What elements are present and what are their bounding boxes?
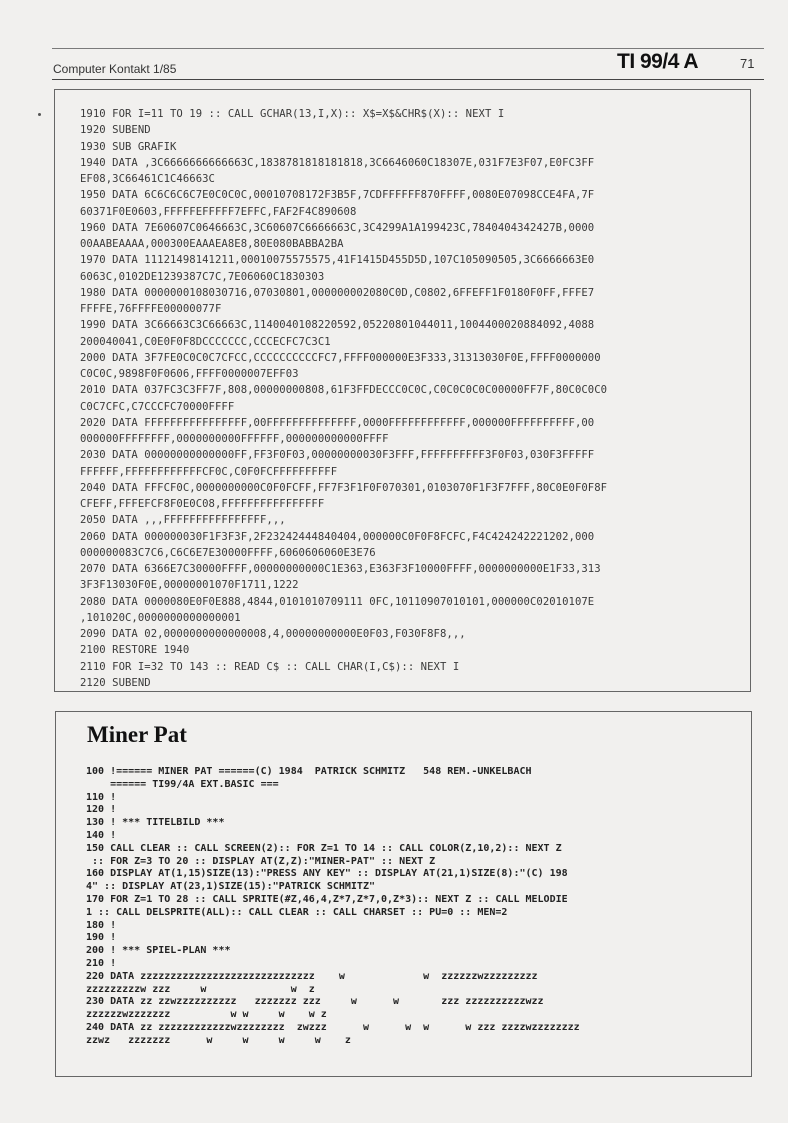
code-line: 1950 DATA 6C6C6C6C7E0C0C0C,00010708172F3B5F,7CDFFFFFF870FFFF,0080E07098CCE4FA,7F bbox=[80, 189, 595, 202]
code-line: 000000FFFFFFFF,0000000000FFFFFF,000000000000FFFF bbox=[80, 433, 389, 445]
code-listing-miner-pat bbox=[86, 766, 746, 1048]
code-line: 180 ! bbox=[86, 919, 117, 931]
code-line: 2040 DATA FFFCF0C,0000000000C0F0FCFF,FF7F3F1F0F070301,0103070F1F3F7FFF,80C0E0F0F8F bbox=[80, 481, 608, 494]
code-line: C0C0C,9898F0F0606,FFFF0000007EFF03 bbox=[80, 368, 299, 380]
code-line: 220 DATA zzzzzzzzzzzzzzzzzzzzzzzzzzzzz w w zzzzzzwzzzzzzzzz bbox=[86, 970, 538, 982]
code-line: 3F3F13030F0E,00000001070F1711,1222 bbox=[80, 579, 299, 592]
code-line: 2010 DATA 037FC3C3FF7F,808,00000000808,61F3FFDECCC0C0C,C0C0C0C0C00000FF7F,80C0C0C0 bbox=[80, 384, 608, 397]
program-title: Miner Pat bbox=[87, 722, 187, 747]
code-line: FFFFFF,FFFFFFFFFFFFCF0C,C0F0FCFFFFFFFFFF bbox=[80, 465, 338, 478]
top-rule bbox=[52, 48, 764, 49]
code-line: 2120 SUBEND bbox=[80, 676, 151, 689]
code-line: 200 ! *** SPIEL-PLAN *** bbox=[86, 945, 231, 957]
code-line: zzwz zzzzzzz w w w w z bbox=[86, 1034, 351, 1046]
code-line: 1960 DATA 7E60607C0646663C,3C60607C6666663C,3C4299A1A199423C,7840404342427B,0000 bbox=[80, 221, 595, 234]
code-line: zzzzzzzzzw zzz w w z bbox=[86, 983, 315, 995]
code-line: 1 :: CALL DELSPRITE(ALL):: CALL CLEAR :: CALL CHARSET :: PU=0 :: MEN=2 bbox=[86, 906, 508, 918]
code-line: 1920 SUBEND bbox=[80, 124, 151, 137]
code-listing-grafik bbox=[80, 106, 746, 691]
code-line: 2070 DATA 6366E7C30000FFFF,00000000000C1E363,E363F3F10000FFFF,0000000000E1F33,313 bbox=[80, 563, 601, 575]
code-line: 200040041,C0E0F0F8DCCCCCCC,CCCECFC7C3C1 bbox=[80, 335, 331, 348]
code-line: 1930 SUB GRAFIK bbox=[80, 140, 177, 153]
code-line: 4" :: DISPLAY AT(23,1)SIZE(15):"PATRICK SCHMITZ" bbox=[86, 881, 375, 893]
header-rule bbox=[52, 79, 764, 80]
code-line: 240 DATA zz zzzzzzzzzzzzwzzzzzzzz zwzzz w w w w zzz zzzzwzzzzzzzz bbox=[86, 1021, 580, 1033]
code-line: 1910 FOR I=11 TO 19 :: CALL GCHAR(13,I,X):: X$=X$&CHR$(X):: NEXT I bbox=[80, 108, 505, 120]
code-line: 1940 DATA ,3C6666666666663C,1838781818181818,3C6646060C18307E,031F7E3F07,E0FC3FF bbox=[80, 156, 595, 169]
code-line: 100 !====== MINER PAT ======(C) 1984 PATRICK SCHMITZ 548 REM.-UNKELBACH bbox=[86, 766, 532, 777]
code-line: 150 CALL CLEAR :: CALL SCREEN(2):: FOR Z=1 TO 14 :: CALL COLOR(Z,10,2):: NEXT Z bbox=[86, 842, 562, 854]
margin-mark bbox=[38, 113, 41, 116]
code-line: 1980 DATA 0000000108030716,07030801,000000002080C0D,C0802,6FFEFF1F0180F0FF,FFFE7 bbox=[80, 286, 595, 299]
code-line: 2090 DATA 02,0000000000000008,4,00000000000E0F03,F030F8F8,,, bbox=[80, 628, 466, 640]
code-line: 2050 DATA ,,,FFFFFFFFFFFFFFFF,,, bbox=[80, 514, 286, 527]
code-line: zzzzzzwzzzzzzz w w w w z bbox=[86, 1009, 327, 1021]
code-line: C0C7CFC,C7CCCFC70000FFFF bbox=[80, 400, 235, 413]
code-line: 120 ! bbox=[86, 804, 117, 816]
page-number: 71 bbox=[740, 56, 755, 71]
code-line: 60371F0E0603,FFFFFEFFFFF7EFFC,FAF2F4C890608 bbox=[80, 205, 357, 218]
code-line: CFEFF,FFFEFCF8F0E0C08,FFFFFFFFFFFFFFFF bbox=[80, 498, 325, 510]
code-line: 110 ! bbox=[86, 791, 117, 803]
code-line: 170 FOR Z=1 TO 28 :: CALL SPRITE(#Z,46,4,Z*7,Z*7,0,Z*3):: NEXT Z :: CALL MELODIE bbox=[86, 893, 568, 905]
code-line: 6063C,0102DE1239387C7C,7E06060C1830303 bbox=[80, 270, 325, 283]
magazine-issue: Computer Kontakt 1/85 bbox=[53, 62, 177, 76]
code-line: 2000 DATA 3F7FE0C0C0C7CFCC,CCCCCCCCCCFC7,FFFF000000E3F333,31313030F0E,FFFF0000000 bbox=[80, 351, 601, 364]
code-line: 210 ! bbox=[86, 957, 117, 969]
code-line: 2030 DATA 00000000000000FF,FF3F0F03,00000000030F3FFF,FFFFFFFFFF3F0F03,030F3FFFFF bbox=[80, 449, 595, 462]
code-line: 140 ! bbox=[86, 829, 117, 841]
code-line: 2020 DATA FFFFFFFFFFFFFFFF,00FFFFFFFFFFFFFF,0000FFFFFFFFFFFF,000000FFFFFFFFFF,00 bbox=[80, 416, 595, 429]
code-line: EF08,3C66461C1C46663C bbox=[80, 173, 215, 185]
code-line: 190 ! bbox=[86, 932, 117, 944]
code-line: :: FOR Z=3 TO 20 :: DISPLAY AT(Z,Z):"MINER-PAT" :: NEXT Z bbox=[86, 855, 436, 867]
code-line: 130 ! *** TITELBILD *** bbox=[86, 817, 225, 829]
section-title: TI 99/4 A bbox=[617, 50, 699, 73]
code-line: 000000083C7C6,C6C6E7E30000FFFF,6060606060E3E76 bbox=[80, 546, 376, 559]
code-line: 1970 DATA 11121498141211,00010075575575,41F1415D455D5D,107C105090505,3C6666663E0 bbox=[80, 254, 595, 267]
code-line: 2080 DATA 0000080E0F0E888,4844,0101010709111 0FC,10110907010101,000000C02010107E bbox=[80, 595, 595, 608]
code-line: 230 DATA zz zzwzzzzzzzzzz zzzzzzz zzz w w zzz zzzzzzzzzzwzz bbox=[86, 996, 544, 1008]
code-line: 2110 FOR I=32 TO 143 :: READ C$ :: CALL CHAR(I,C$):: NEXT I bbox=[80, 660, 460, 673]
code-line: 2060 DATA 000000030F1F3F3F,2F23242444840404,000000C0F0F8FCFC,F4C424242221202,000 bbox=[80, 530, 595, 543]
code-line: ,101020C,0000000000000001 bbox=[80, 611, 241, 624]
code-line: 00AABEAAAA,000300EAAAEA8E8,80E080BABBA2BA bbox=[80, 238, 344, 250]
code-line: FFFFE,76FFFFE00000077F bbox=[80, 303, 222, 315]
code-line: 1990 DATA 3C66663C3C66663C,1140040108220592,05220801044011,1004400020884092,4088 bbox=[80, 319, 595, 332]
code-line: 2100 RESTORE 1940 bbox=[80, 644, 190, 657]
code-line: 160 DISPLAY AT(1,15)SIZE(13):"PRESS ANY KEY" :: DISPLAY AT(21,1)SIZE(8):"(C) 198 bbox=[86, 868, 568, 880]
code-line: ====== TI99/4A EXT.BASIC === bbox=[86, 778, 279, 790]
